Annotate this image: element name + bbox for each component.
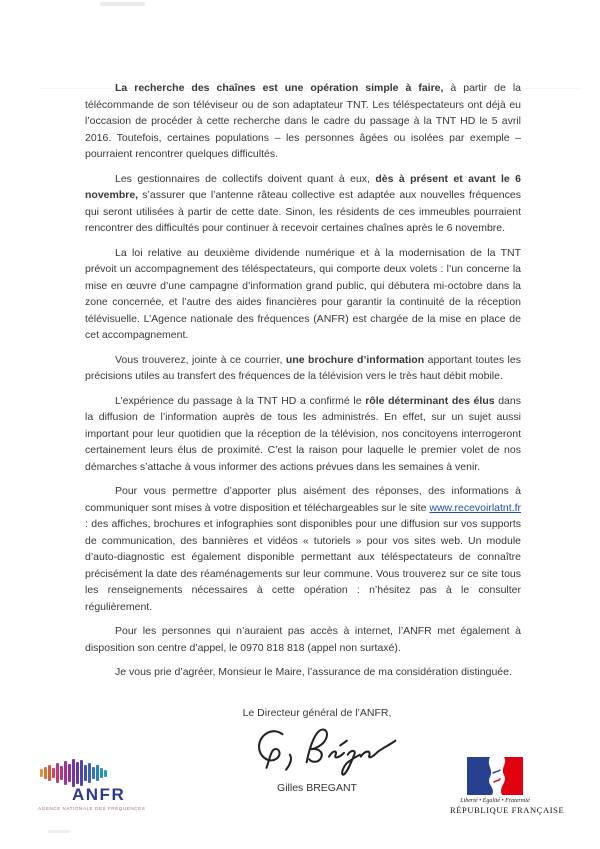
anfr-logo	[38, 757, 156, 811]
body-text: : des affiches, brochures et infographies sont disponibles pour une diffusion sur vos supports de communication, des bannières et vidéos « tutoriels » pour vos sites web. Un module d’auto-diagnostic est également disponible permettant aux téléspectateurs de connaître précisément la date des réaménagements sur leur commune. Vous trouverez sur ce site tous les renseignements nécessaires à cette opération : n’hésitez pas à le consulter régulièrement.	[85, 518, 521, 613]
body-text: apportant toutes les précisions utiles au transfert des fréquences de la télévision vers le très haut débit mobile.	[85, 353, 521, 382]
waveform-bar	[104, 770, 107, 777]
letter-body	[85, 80, 521, 794]
waveform-bar	[44, 767, 47, 779]
recevoirlatnt-link[interactable]: www.recevoirlatnt.fr	[429, 501, 521, 514]
waveform-bar	[48, 765, 51, 781]
waveform-bar	[40, 769, 43, 777]
waveform-bar	[68, 764, 71, 782]
waveform-bar	[96, 765, 99, 781]
signatory-name: Gilles BREGANT	[277, 781, 357, 794]
anfr-logo-subtitle: AGENCE NATIONALE DES FRÉQUENCES	[38, 806, 146, 811]
bold-text: une brochure d’information	[285, 353, 425, 366]
closing-title: Le Directeur général de l’ANFR,	[242, 706, 392, 719]
waveform-bar	[80, 760, 83, 786]
waveform-bar	[100, 768, 103, 778]
french-flag-icon	[467, 757, 523, 795]
body-text: Pour vous permettre d’apporter plus aisément des réponses, des informations à communiquer sont mises à votre disposition et téléchargeables sur le site	[85, 485, 521, 514]
waveform-bar	[52, 768, 55, 778]
scan-artifact	[100, 2, 145, 6]
paragraph-centre-appel	[85, 623, 521, 656]
waveform-bar	[72, 759, 75, 787]
bold-text: La recherche des chaînes est une opération simple à faire,	[115, 82, 444, 94]
body-text: Vous trouverez, jointe à ce courrier,	[115, 353, 286, 366]
body-text: dans la diffusion de l’information auprès de tous les administrés. En effet, sur un sujet aussi important pour leur quotidien que la réception de la télévision, nos concitoyens interrogeront certainement leurs élus de proximité. C’est la raison pour laquelle le premier volet de nos démarches s’attache à vous informer des actions prévues dans les semaines à venir.	[85, 394, 521, 473]
paragraph-chaines	[85, 80, 521, 163]
waveform-bar	[84, 765, 87, 781]
waveform-bar	[88, 763, 91, 783]
rf-name: RÉPUBLIQUE FRANÇAISE	[450, 805, 565, 815]
page-footer	[38, 757, 565, 815]
paragraph-site-web	[85, 483, 521, 615]
paragraph-formule-politesse	[85, 664, 521, 681]
waveform-bar	[76, 762, 79, 784]
body-text: Je vous prie d’agréer, Monsieur le Maire, l’assurance de ma considération distinguée.	[115, 666, 512, 678]
bold-text: dès à présent et avant le 6 novembre,	[85, 172, 521, 201]
anfr-logo-name: ANFR	[72, 785, 126, 804]
paragraph-loi	[85, 245, 521, 344]
body-text: Les gestionnaires de collectifs doivent quant à eux,	[115, 172, 376, 185]
body-text: Pour les personnes qui n’auraient pas accès à internet, l’ANFR met également à disposition son centre d’appel, le 0970 818 818 (appel non surtaxé).	[85, 625, 521, 654]
republique-francaise-logo	[450, 757, 565, 815]
waveform-bar	[56, 763, 59, 783]
body-text: L’expérience du passage à la TNT HD a confirmé le	[115, 394, 366, 407]
waveform-bar	[64, 761, 67, 785]
paragraph-brochure	[85, 352, 521, 385]
waveform-bar	[60, 766, 63, 780]
body-text: à partir de la télécommande de son téléviseur ou de son adaptateur TNT. Les téléspectateurs ont déjà eu l’occasion de procéder à cette recherche dans le cadre du passage à la TNT HD le 5 avril 2016. Toutefois, certaines populations – les personnes âgées ou isolées par exemple – pourraient rencontrer quelques difficultés.	[85, 82, 521, 160]
bold-text: rôle déterminant des élus	[365, 394, 495, 407]
paragraph-elus	[85, 393, 521, 476]
paragraph-gestionnaires	[85, 171, 521, 237]
rf-motto: Liberté • Égalité • Fraternité	[460, 798, 530, 804]
body-text: s’assurer que l’antenne râteau collective est adaptée aux nouvelles fréquences qui seront utilisées à partir de cette date. Sinon, les résidents de ces immeubles pourraient rencontrer des difficultés pour continuer à recevoir certaines chaînes après le 6 novembre.	[85, 189, 521, 234]
scan-artifact	[48, 830, 70, 833]
waveform-bar	[92, 767, 95, 779]
body-text: La loi relative au deuxième dividende numérique et à la modernisation de la TNT prévoit un accompagnement des téléspectateurs, qui comporte deux volets : l’un concerne la mise en œuvre d’une campagne d’information grand public, qui débutera mi-octobre dans la zone concernée, et l’autre des aides financières pour garantir la continuité de la réception télévisuelle. L’Agence nationale des fréquences (ANFR) est chargée de la mise en place de cet accompagnement.	[85, 246, 521, 341]
